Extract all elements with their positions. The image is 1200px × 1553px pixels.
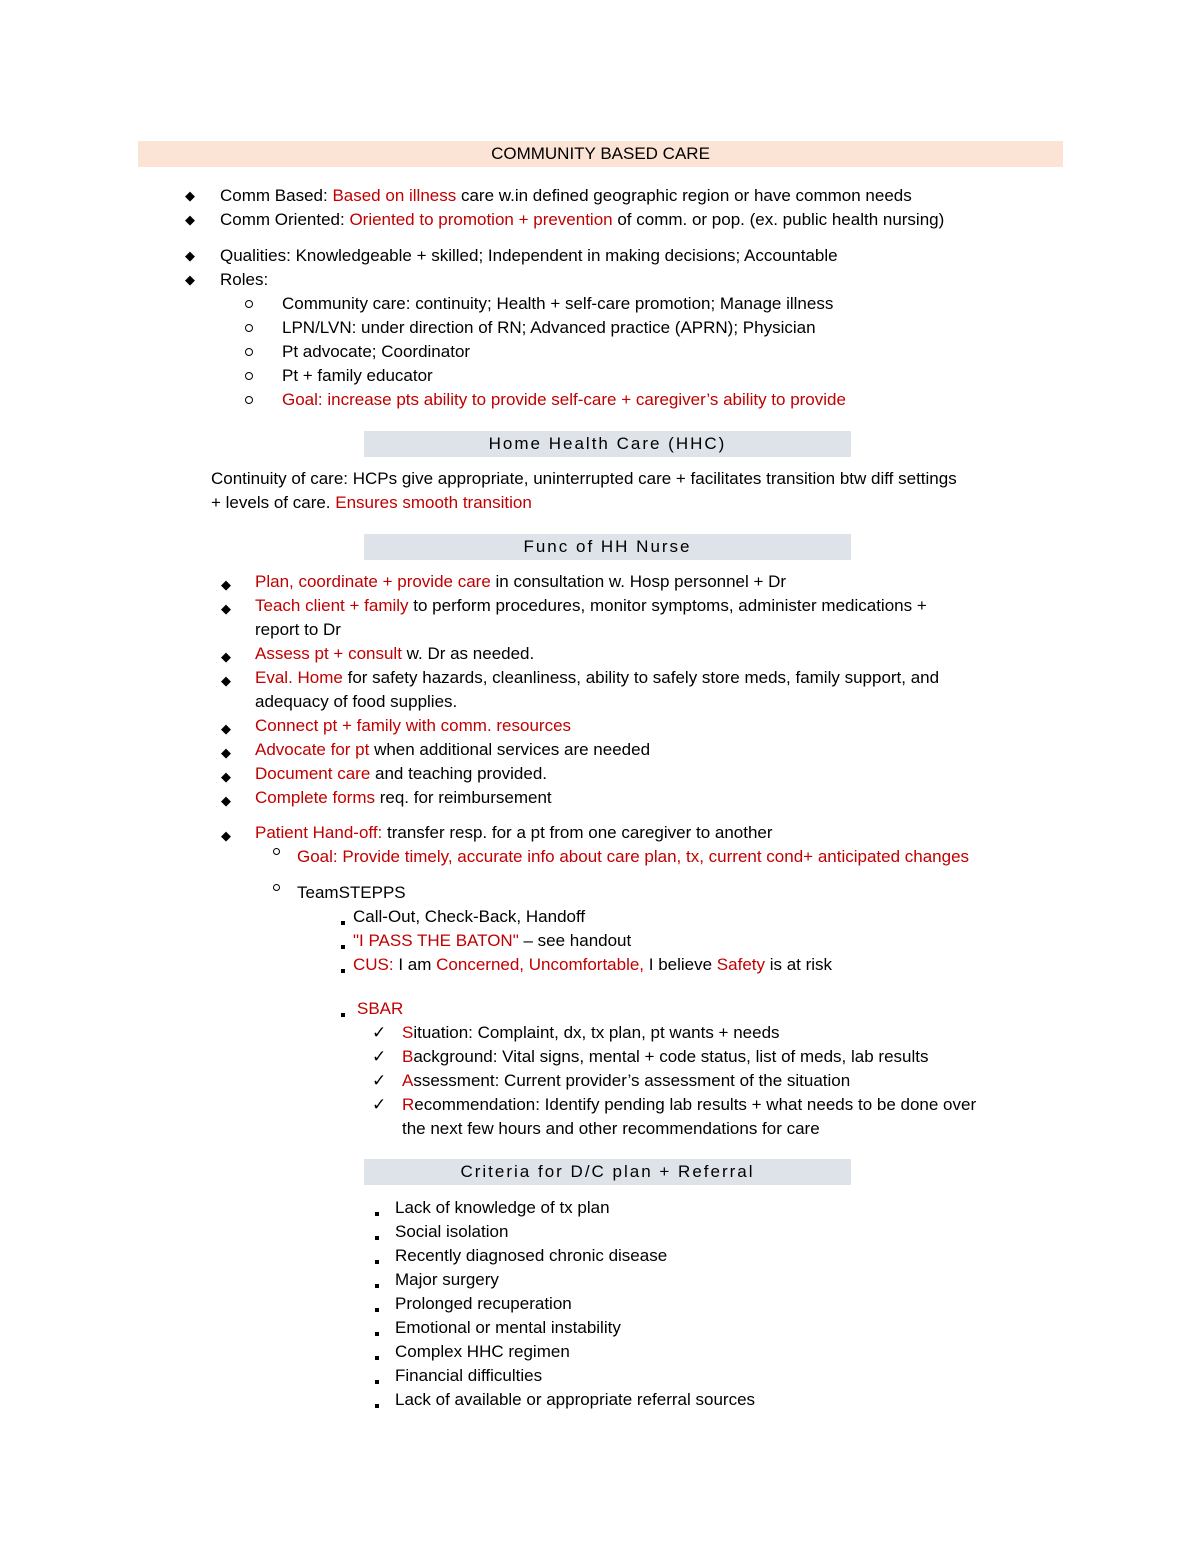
roles-goal: Goal: increase pts ability to provide self-care + caregiver’s ability to provide: [282, 390, 846, 409]
teamstepps-item: CUS: I am Concerned, Uncomfortable, I believe Safety is at risk: [353, 955, 833, 974]
bullet-square: [375, 1260, 379, 1264]
bullet-square: [375, 1380, 379, 1384]
criteria-item: Lack of available or appropriate referral sources: [395, 1390, 756, 1409]
qualities-item: Qualities: Knowledgeable + skilled; Independent in making decisions; Accountable: [220, 246, 838, 265]
continuity-text: Continuity of care: HCPs give appropriate, uninterrupted care + facilitates transition btw diff settings: [211, 469, 957, 488]
handoff-item: Patient Hand-off: transfer resp. for a pt from one caregiver to another: [255, 823, 773, 842]
checkmark-icon: ✓: [372, 1095, 387, 1114]
bullet-diamond: ◆: [221, 769, 231, 784]
bullet-diamond: ◆: [221, 828, 231, 843]
bullet-circle: [273, 884, 280, 891]
bullet-square: [375, 1308, 379, 1312]
bullet-diamond: ◆: [221, 601, 231, 616]
func-item-cont: adequacy of food supplies.: [255, 692, 458, 711]
bullet-circle: [245, 348, 253, 356]
bullet-diamond: ◆: [221, 745, 231, 760]
criteria-item: Emotional or mental instability: [395, 1318, 621, 1337]
comm-oriented-item: Comm Oriented: Oriented to promotion + prevention of comm. or pop. (ex. public health nursing): [220, 210, 945, 229]
checkmark-icon: ✓: [372, 1023, 387, 1042]
func-item: Advocate for pt when additional services are needed: [255, 740, 651, 759]
bullet-square: [341, 969, 345, 973]
bullet-square: [375, 1356, 379, 1360]
bullet-square: [375, 1212, 379, 1216]
bullet-circle: [245, 396, 253, 404]
teamstepps-item: "I PASS THE BATON" – see handout: [353, 931, 632, 950]
func-item: Teach client + family to perform procedures, monitor symptoms, administer medications +: [255, 596, 927, 615]
roles-item: Pt advocate; Coordinator: [282, 342, 471, 361]
criteria-item: Financial difficulties: [395, 1366, 543, 1385]
comm-based-item: Comm Based: Based on illness care w.in defined geographic region or have common needs: [220, 186, 912, 205]
criteria-item: Lack of knowledge of tx plan: [395, 1198, 610, 1217]
teamstepps-label: TeamSTEPPS: [297, 883, 406, 902]
roles-item: Pt + family educator: [282, 366, 433, 385]
roles-label: Roles:: [220, 270, 269, 289]
bullet-square: [341, 945, 345, 949]
sbar-item: Recommendation: Identify pending lab results + what needs to be done over: [402, 1095, 977, 1114]
func-item: Assess pt + consult w. Dr as needed.: [255, 644, 535, 663]
teamstepps-item: Call-Out, Check-Back, Handoff: [353, 907, 586, 926]
func-item: Plan, coordinate + provide care in consultation w. Hosp personnel + Dr: [255, 572, 787, 591]
sbar-item-cont: the next few hours and other recommendations for care: [402, 1119, 820, 1138]
handoff-goal: Goal: Provide timely, accurate info about care plan, tx, current cond+ anticipated changes: [297, 847, 970, 866]
bullet-diamond: ◆: [221, 793, 231, 808]
criteria-item: Social isolation: [395, 1222, 509, 1241]
bullet-circle: [245, 300, 253, 308]
bullet-diamond: ◆: [221, 649, 231, 664]
criteria-item: Prolonged recuperation: [395, 1294, 572, 1313]
bullet-diamond: ◆: [185, 212, 195, 227]
sbar-item: Assessment: Current provider’s assessment of the situation: [402, 1071, 851, 1090]
checkmark-icon: ✓: [372, 1071, 387, 1090]
bullet-diamond: ◆: [221, 673, 231, 688]
section-header-criteria: Criteria for D/C plan + Referral: [364, 1159, 851, 1185]
func-item: Document care and teaching provided.: [255, 764, 548, 783]
bullet-circle: [245, 324, 253, 332]
roles-item: LPN/LVN: under direction of RN; Advanced practice (APRN); Physician: [282, 318, 816, 337]
checkmark-icon: ✓: [372, 1047, 387, 1066]
section-header-func: Func of HH Nurse: [364, 534, 851, 560]
sbar-item: Situation: Complaint, dx, tx plan, pt wants + needs: [402, 1023, 780, 1042]
bullet-circle: [273, 848, 280, 855]
criteria-item: Major surgery: [395, 1270, 499, 1289]
bullet-square: [375, 1404, 379, 1408]
bullet-square: [375, 1284, 379, 1288]
bullet-circle: [245, 372, 253, 380]
bullet-diamond: ◆: [185, 248, 195, 263]
continuity-text-cont: + levels of care. Ensures smooth transition: [211, 493, 532, 512]
bullet-diamond: ◆: [221, 721, 231, 736]
bullet-square: [341, 921, 345, 925]
sbar-item: Background: Vital signs, mental + code status, list of meds, lab results: [402, 1047, 929, 1066]
bullet-diamond: ◆: [221, 577, 231, 592]
bullet-square: [375, 1332, 379, 1336]
section-header-hhc: Home Health Care (HHC): [364, 431, 851, 457]
func-item: Complete forms req. for reimbursement: [255, 788, 552, 807]
bullet-diamond: ◆: [185, 272, 195, 287]
roles-item: Community care: continuity; Health + self-care promotion; Manage illness: [282, 294, 834, 313]
criteria-item: Recently diagnosed chronic disease: [395, 1246, 668, 1265]
criteria-item: Complex HHC regimen: [395, 1342, 570, 1361]
bullet-square: [375, 1236, 379, 1240]
func-item: Eval. Home for safety hazards, cleanliness, ability to safely store meds, family support, and: [255, 668, 940, 687]
page-title: COMMUNITY BASED CARE: [138, 141, 1063, 167]
bullet-diamond: ◆: [185, 188, 195, 203]
sbar-label: SBAR: [357, 999, 404, 1018]
func-item-cont: report to Dr: [255, 620, 341, 639]
func-item: Connect pt + family with comm. resources: [255, 716, 572, 735]
bullet-square: [341, 1013, 345, 1017]
